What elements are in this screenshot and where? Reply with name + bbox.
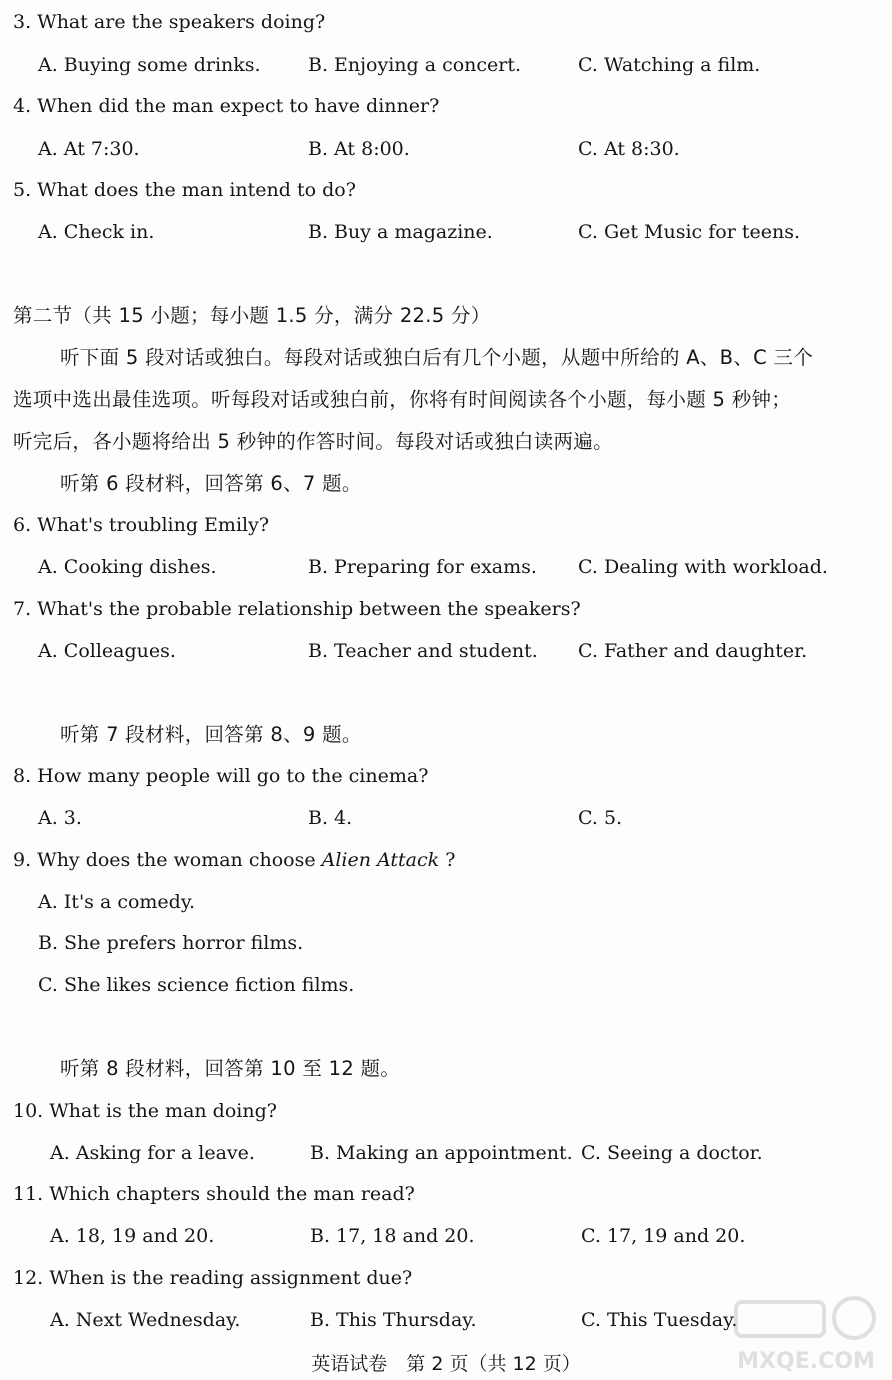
option-c: C. At 8:30. [578,138,680,160]
option-c: C. Get Music for teens. [578,221,800,243]
option-a: A. Next Wednesday. [50,1309,241,1331]
question-stem: 7. What's the probable relationship between the speakers? [13,598,581,620]
option-a: A. 18, 19 and 20. [50,1225,215,1247]
watermark-url: MXQE.COM [737,1349,875,1374]
option-b: B. 4. [308,807,353,829]
option-a: A. Asking for a leave. [50,1142,255,1164]
option-b: B. She prefers horror films. [38,932,304,954]
option-c: C. Father and daughter. [578,640,808,662]
section-heading: 第二节（共 15 小题；每小题 1.5 分，满分 22.5 分） [13,304,491,327]
question-stem: 6. What's troubling Emily? [13,514,270,536]
option-a: A. Cooking dishes. [38,556,217,578]
stem-text: ? [439,849,456,871]
page-footer: 英语试卷 第 2 页（共 12 页） [311,1353,581,1375]
instruction-line: 选项中选出最佳选项。听每段对话或独白前，你将有时间阅读各个小题，每小题 5 秒钟； [13,388,792,411]
question-stem: 10. What is the man doing? [13,1100,277,1122]
option-c: C. 5. [578,807,623,829]
option-b: B. Teacher and student. [308,640,538,662]
instruction-line: 听下面 5 段对话或独白。每段对话或独白后有几个小题，从题中所给的 A、B、C 三个 [60,346,814,369]
option-c: C. 17, 19 and 20. [581,1225,746,1247]
option-b: B. 17, 18 and 20. [310,1225,475,1247]
watermark-logo [726,1290,886,1376]
option-a: A. Check in. [38,221,155,243]
option-a: A. 3. [38,807,82,829]
group-label: 听第 6 段材料，回答第 6、7 题。 [60,472,362,495]
group-label: 听第 8 段材料，回答第 10 至 12 题。 [60,1057,401,1080]
question-stem: 11. Which chapters should the man read? [13,1183,415,1205]
option-c: C. This Tuesday. [581,1309,738,1331]
option-c: C. Watching a film. [578,54,761,76]
option-b: B. Making an appointment. [310,1142,573,1164]
option-a: A. Buying some drinks. [38,54,261,76]
instruction-line: 听完后，各小题将给出 5 秒钟的作答时间。每段对话或独白读两遍。 [13,430,613,453]
question-stem: 12. When is the reading assignment due? [13,1267,413,1289]
option-c: C. Dealing with workload. [578,556,828,578]
film-title: Alien Attack [321,849,440,871]
question-stem: 5. What does the man intend to do? [13,179,356,201]
option-b: B. At 8:00. [308,138,410,160]
option-b: B. Buy a magazine. [308,221,493,243]
question-stem: 3. What are the speakers doing? [13,11,326,33]
stem-text: 9. Why does the woman choose [13,849,322,871]
option-c: C. She likes science fiction films. [38,974,355,996]
option-b: B. Enjoying a concert. [308,54,522,76]
option-b: B. Preparing for exams. [308,556,537,578]
question-stem: 4. When did the man expect to have dinner? [13,95,440,117]
option-a: A. Colleagues. [38,640,176,662]
question-stem [13,848,455,872]
option-a: A. It's a comedy. [38,891,196,913]
option-c: C. Seeing a doctor. [581,1142,763,1164]
question-stem: 8. How many people will go to the cinema? [13,765,429,787]
option-a: A. At 7:30. [38,138,140,160]
option-b: B. This Thursday. [310,1309,477,1331]
group-label: 听第 7 段材料，回答第 8、9 题。 [60,723,362,746]
